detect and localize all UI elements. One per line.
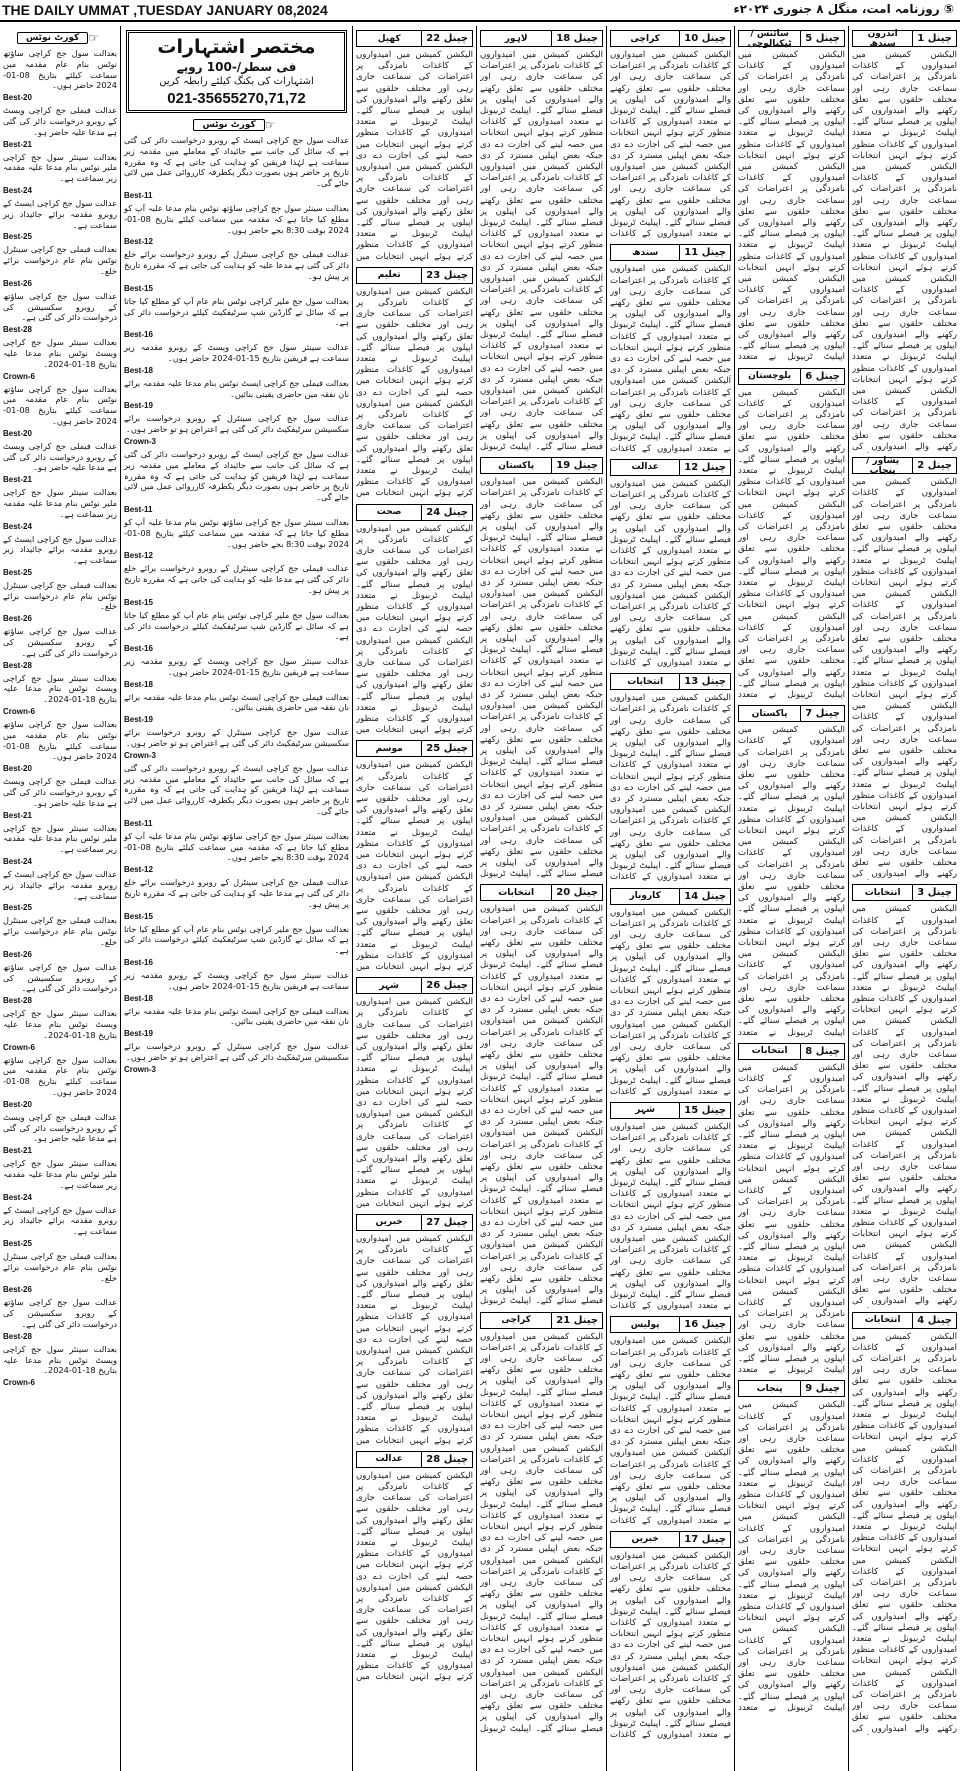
news-paragraph: الیکشن کمیشن میں امیدواروں کے کاغذات نامزدگی پر اعتراضات کی سماعت جاری رہی اور مختلف حلقوں سے تعلق رکھنے والے امیدواروں کی اپیلوں پر فیصلے سنائے گئے۔ اپیلیٹ ٹربیونل نے متعدد امیدواروں کے کاغذات منظور کرتے ہوئے انہیں انتخابات xyxy=(852,162,957,273)
section-caption: موسم xyxy=(375,743,403,754)
section-heading-box xyxy=(610,244,731,261)
section-heading-box xyxy=(610,1316,731,1333)
notice-code: Crown-3 xyxy=(124,750,156,760)
news-paragraph: الیکشن کمیشن میں امیدواروں کے کاغذات نامزدگی پر اعتراضات کی سماعت جاری رہی اور مختلف حلقوں سے تعلق رکھنے والے امیدواروں کی اپیلوں پر فیصلے سنائے گئے۔ اپیلیٹ ٹربیونل نے متعدد امیدواروں کے کاغذات منظور کرتے ہوئے انہیں انتخابات xyxy=(852,1443,957,1555)
court-notice-text: عدالت سول جج کراچی ایسٹ کے روبرو مقدمہ برائے جائیداد زیر سماعت ہے۔ xyxy=(3,1204,117,1237)
news-paragraph: الیکشن کمیشن میں امیدواروں کے کاغذات نامزدگی پر اعتراضات کی سماعت جاری رہی اور مختلف حلقوں سے تعلق رکھنے والے امیدواروں کی اپیلوں پر فیصلے سنائے گئے۔ اپیلیٹ ٹربیونل نے متعدد امیدواروں کے کاغذات منظور کرتے ہوئے انہیں انتخابات میں حصہ لینے کی اجازت دے دی جبکہ بعض اپیلیں مسترد کر دی xyxy=(480,1331,603,1443)
news-paragraph: الیکشن کمیشن میں امیدواروں کے کاغذات نامزدگی پر اعتراضات کی سماعت جاری رہی اور مختلف حلقوں سے تعلق رکھنے والے امیدواروں کی اپیلوں پر فیصلے سنائے گئے۔ اپیلیٹ ٹربیونل نے متعدد امیدواروں کے کاغذات منظور کرتے ہوئے انہیں انتخابات xyxy=(738,1400,845,1512)
news-paragraph: الیکشن کمیشن میں امیدواروں کے کاغذات نامزدگی پر اعتراضات کی سماعت جاری رہی اور مختلف حلقوں سے تعلق رکھنے والے امیدواروں کی اپیلوں پر فیصلے سنائے گئے۔ اپیلیٹ ٹربیونل نے متعدد امیدواروں کے کاغذات منظور کرتے ہوئے انہیں انتخابات میں xyxy=(356,635,473,736)
court-notice-text: بعدالت سول جج کراچی ساؤتھ نوٹس بنام عام مقدمہ میں سماعت کیلئے بتاریخ 08-01-2024 حاضر ہوں۔ xyxy=(3,383,117,426)
news-paragraph: الیکشن کمیشن میں امیدواروں کے کاغذات نامزدگی پر اعتراضات کی سماعت جاری رہی اور مختلف حلقوں سے تعلق رکھنے والے امیدواروں کی اپیلوں پر فیصلے سنائے گئے۔ اپیلیٹ ٹربیونل نے متعدد امیدواروں کے کاغذات منظور کرتے ہوئے انہیں انتخابات xyxy=(852,904,957,1016)
news-column-3 xyxy=(606,26,734,1771)
section-heading-box xyxy=(738,1380,845,1397)
court-notice-text: عدالت سول جج کراچی ایسٹ کے روبرو درخواست دائر کی گئی ہے کہ سائل کی جانب سے جائیداد کے معاملے میں مقدمہ زیر سماعت ہے لہٰذا فریقین کو ہدایت کی جاتی ہے کہ وہ مقررہ تاریخ پر حاضر ہوں بصورت دیگر یکطرفہ کارروائی عمل میں لائی جائے گی۔ xyxy=(124,448,349,503)
notice-code: Best-26 xyxy=(3,278,32,288)
news-paragraph: الیکشن کمیشن میں امیدواروں کے کاغذات نامزدگی پر اعتراضات کی سماعت جاری رہی اور مختلف حلقوں سے تعلق رکھنے والے امیدواروں کی اپیلوں پر فیصلے سنائے گئے۔ اپیلیٹ ٹربیونل نے متعدد امیدواروں کے کاغذات منظور کرتے ہوئے انہیں انتخابات میں xyxy=(356,872,473,973)
news-paragraph: الیکشن کمیشن میں امیدواروں کے کاغذات نامزدگی پر اعتراضات کی سماعت جاری رہی اور مختلف حلقوں سے تعلق رکھنے والے امیدواروں کی اپیلوں پر فیصلے سنائے گئے۔ اپیلیٹ ٹربیونل نے متعدد امیدواروں کے کاغذات منظور کرتے ہوئے انہیں انتخابات میں حصہ لینے کی اجازت دے دی جبکہ بعض اپیلیں مسترد کر دی xyxy=(480,1555,603,1667)
notice-code: Best-11 xyxy=(124,190,153,200)
section-caption: تعلیم xyxy=(377,270,401,281)
notice-code: Best-28 xyxy=(3,996,32,1006)
notice-code: Best-24 xyxy=(3,857,32,867)
news-paragraph: الیکشن کمیشن میں امیدواروں کے کاغذات نامزدگی پر اعتراضات کی سماعت جاری رہی اور مختلف حلقوں سے تعلق رکھنے والے امیدواروں کی اپیلوں پر فیصلے سنائے گئے۔ اپیلیٹ ٹربیونل نے متعدد xyxy=(738,1286,845,1376)
news-paragraph: الیکشن کمیشن میں امیدواروں کے کاغذات نامزدگی پر اعتراضات کی سماعت جاری رہی اور مختلف حلقوں سے تعلق رکھنے والے امیدواروں کی اپیلوں پر فیصلے سنائے گئے۔ اپیلیٹ ٹربیونل نے متعدد امیدواروں کے کاغذات منظور کرتے ہوئے انہیں انتخابات میں حصہ لینے کی اجازت دے دی جبکہ بعض اپیلیں مسترد کر دی xyxy=(610,264,731,376)
court-notice-text: عدالت فیملی جج کراچی سینٹرل کے روبرو درخواست برائے خلع دائر کی گئی ہے مدعا علیہ کو ہدایت کی جاتی ہے کہ مقررہ تاریخ پر پیش ہو۔ xyxy=(124,249,349,281)
news-paragraph: الیکشن کمیشن میں امیدواروں کے کاغذات نامزدگی پر اعتراضات کی سماعت جاری رہی اور مختلف حلقوں سے تعلق رکھنے والے امیدواروں کی اپیلوں پر فیصلے سنائے گئے۔ اپیلیٹ ٹربیونل نے متعدد xyxy=(738,949,845,1038)
news-paragraph: الیکشن کمیشن میں امیدواروں کے کاغذات نامزدگی پر اعتراضات کی سماعت جاری رہی اور مختلف حلقوں سے تعلق رکھنے والے امیدواروں کی اپیلوں پر فیصلے سنائے گئے۔ اپیلیٹ ٹربیونل نے متعدد امیدواروں کے کاغذات منظور کرتے ہوئے انہیں انتخابات میں حصہ لینے کی اجازت دے دی جبکہ بعض اپیلیں مسترد کر دی xyxy=(480,274,603,385)
section-heading-box xyxy=(852,1312,957,1329)
section-heading-box xyxy=(480,1312,603,1329)
section-heading-box xyxy=(738,368,845,385)
court-notice-text: عدالت سول جج کراچی ایسٹ کے روبرو درخواست دائر کی گئی ہے کہ سائل کی جانب سے جائیداد کے معاملے میں مقدمہ زیر سماعت ہے لہٰذا فریقین کو ہدایت کی جاتی ہے کہ وہ مقررہ تاریخ پر حاضر ہوں بصورت دیگر یکطرفہ کارروائی عمل میں لائی جائے گی۔ xyxy=(124,762,349,817)
court-notice-text: بعدالت سینئر سول جج کراچی ملیر نوٹس بنام مدعا علیہ مقدمہ زیر سماعت ہے۔ xyxy=(3,487,117,519)
masthead-english: THE DAILY UMMAT ,TUESDAY JANUARY 08,2024 xyxy=(2,2,328,18)
court-notice-text: بعدالت فیملی جج کراچی سینٹرل نوٹس بنام عام درخواست برائے خلع۔ xyxy=(3,244,117,276)
notice-code: Best-18 xyxy=(124,365,153,375)
news-column-5 xyxy=(352,26,476,1771)
section-number: چینل 21 xyxy=(551,1313,602,1328)
news-paragraph: الیکشن کمیشن میں امیدواروں کے کاغذات نامزدگی پر اعتراضات کی سماعت جاری رہی اور مختلف حلقوں سے تعلق رکھنے والے امیدواروں کی اپیلوں پر فیصلے سنائے گئے۔ اپیلیٹ ٹربیونل نے متعدد امیدواروں کے کاغذات منظور کرتے ہوئے انہیں انتخابات xyxy=(852,477,957,589)
section-caption: عدالت xyxy=(631,462,659,473)
court-notice-text: عدالت سول جج کراچی سینٹرل کے روبرو درخواست برائے سکسیشن سرٹیفکیٹ دائر کی گئی ہے اعتراض ہو تو حاضر ہوں۔ xyxy=(124,1041,349,1063)
notice-code: Best-25 xyxy=(3,903,32,913)
news-paragraph: الیکشن کمیشن میں امیدواروں کے کاغذات نامزدگی پر اعتراضات کی سماعت جاری رہی اور مختلف حلقوں سے تعلق رکھنے والے امیدواروں کی اپیلوں پر فیصلے سنائے گئے۔ اپیلیٹ ٹربیونل نے متعدد امیدواروں کے کاغذات xyxy=(610,1233,731,1312)
ad-rate: فی سطر/-100 روپے xyxy=(176,60,297,74)
notice-code: Best-28 xyxy=(3,325,32,335)
section-caption: پشاور / پنجاب xyxy=(866,455,900,476)
news-paragraph: الیکشن کمیشن میں امیدواروں کے کاغذات نامزدگی پر اعتراضات کی سماعت جاری رہی اور مختلف حلقوں سے تعلق رکھنے والے امیدواروں کی اپیلوں پر فیصلے سنائے گئے۔ اپیلیٹ ٹربیونل نے متعدد امیدواروں کے کاغذات منظور کرتے ہوئے انہیں انتخابات میں حصہ لینے کی اجازت دے دی جبکہ بعض اپیلیں مسترد کر دی xyxy=(480,1016,603,1128)
pointing-hand-icon: ☞ xyxy=(88,31,100,45)
section-number: چینل 16 xyxy=(679,1317,730,1332)
notice-code: Best-20 xyxy=(3,428,32,438)
notice-code: Best-24 xyxy=(3,185,32,195)
news-paragraph: الیکشن کمیشن میں امیدواروں کے کاغذات نامزدگی پر اعتراضات کی سماعت جاری رہی اور مختلف حلقوں سے تعلق رکھنے والے امیدواروں کی اپیلوں پر فیصلے سنائے گئے۔ اپیلیٹ ٹربیونل نے متعدد xyxy=(738,274,845,363)
notice-code: Best-25 xyxy=(3,1238,32,1248)
notice-code: Best-24 xyxy=(3,521,32,531)
section-caption: کراچی xyxy=(630,33,660,44)
notice-code: Best-24 xyxy=(3,1192,32,1202)
news-paragraph: الیکشن کمیشن میں امیدواروں کے کاغذات نامزدگی پر اعتراضات کی سماعت جاری رہی اور مختلف حلقوں سے تعلق رکھنے والے امیدواروں کی اپیلوں پر فیصلے سنائے گئے۔ اپیلیٹ ٹربیونل نے متعدد امیدواروں کے کاغذات منظور کرتے ہوئے انہیں انتخابات میں حصہ لینے کی اجازت دے دی xyxy=(356,760,473,872)
section-caption: پاکستان xyxy=(498,460,535,471)
court-notice-text: بعدالت سینئر سول جج کراچی ویسٹ نوٹس بنام مدعا علیہ بتاریخ 18-01-2024۔ xyxy=(3,337,117,369)
court-notice-text: عدالت سینئر سول جج کراچی ویسٹ کے روبرو مقدمہ زیر سماعت ہے فریقین بتاریخ 15-01-2024 حاضر ہوں۔ xyxy=(124,656,349,677)
news-paragraph: الیکشن کمیشن میں امیدواروں کے کاغذات نامزدگی پر اعتراضات کی سماعت جاری رہی اور مختلف حلقوں سے تعلق رکھنے والے امیدواروں کی اپیلوں پر فیصلے سنائے گئے۔ اپیلیٹ ٹربیونل نے متعدد امیدواروں کے کاغذات منظور کرتے ہوئے انہیں انتخابات میں حصہ لینے کی اجازت دے دی xyxy=(356,286,473,398)
section-heading-box xyxy=(480,457,603,474)
court-notice-text: عدالت سول جج کراچی ایسٹ کے روبرو مقدمہ برائے جائیداد زیر سماعت ہے۔ xyxy=(3,197,117,230)
news-paragraph: الیکشن کمیشن میں امیدواروں کے کاغذات نامزدگی پر اعتراضات کی سماعت جاری رہی اور مختلف حلقوں سے تعلق رکھنے والے امیدواروں کی اپیلوں پر فیصلے سنائے گئے۔ اپیلیٹ ٹربیونل نے متعدد امیدواروں کے کاغذات xyxy=(610,162,731,240)
section-caption: کھیل xyxy=(377,33,401,44)
news-paragraph: الیکشن کمیشن میں امیدواروں کے کاغذات نامزدگی پر اعتراضات کی سماعت جاری رہی اور مختلف حلقوں سے تعلق رکھنے والے امیدواروں کی اپیلوں پر فیصلے سنائے گئے۔ اپیلیٹ ٹربیونل نے متعدد امیدواروں کے کاغذات منظور کرتے ہوئے انہیں انتخابات xyxy=(852,701,957,813)
notice-code: Best-20 xyxy=(3,93,32,103)
page-header xyxy=(0,0,960,22)
notice-code: Best-20 xyxy=(3,764,32,774)
section-caption: عدالت xyxy=(375,1454,403,1465)
notice-code: Best-21 xyxy=(3,1146,32,1156)
news-paragraph: الیکشن کمیشن میں امیدواروں کے کاغذات نامزدگی پر اعتراضات کی سماعت جاری رہی اور مختلف حلقوں سے تعلق رکھنے والے امیدواروں کی اپیلوں پر فیصلے سنائے گئے۔ اپیلیٹ ٹربیونل نے متعدد امیدواروں کے کاغذات منظور کرتے ہوئے انہیں انتخابات میں حصہ لینے کی اجازت دے دی جبکہ بعض اپیلیں مسترد کر دی xyxy=(610,478,731,590)
section-caption: انتخابات xyxy=(498,887,535,898)
section-caption: شہر xyxy=(379,980,400,991)
news-paragraph: الیکشن کمیشن میں امیدواروں کے کاغذات نامزدگی پر اعتراضات کی سماعت جاری رہی اور مختلف حلقوں سے تعلق رکھنے والے امیدواروں کی اپیلوں پر فیصلے سنائے گئے۔ اپیلیٹ ٹربیونل نے متعدد امیدواروں کے کاغذات منظور کرتے ہوئے انہیں انتخابات میں حصہ لینے کی اجازت دے دی xyxy=(356,50,473,161)
ad-title: مختصر اشتہارات xyxy=(157,36,316,58)
court-notice-text: بعدالت سول جج ملیر کراچی نوٹس بنام عام آپ کو مطلع کیا جاتا ہے کہ سائل نے گارڈین شپ سرٹیفکیٹ کیلئے درخواست دائر کی ہے۔ xyxy=(124,295,349,328)
news-paragraph: الیکشن کمیشن میں امیدواروں کے کاغذات نامزدگی پر اعتراضات کی سماعت جاری رہی اور مختلف حلقوں سے تعلق رکھنے والے امیدواروں کی اپیلوں پر فیصلے سنائے گئے۔ اپیلیٹ ٹربیونل نے متعدد امیدواروں کے کاغذات xyxy=(610,1662,731,1740)
news-paragraph: الیکشن کمیشن میں امیدواروں کے کاغذات نامزدگی پر اعتراضات کی سماعت جاری رہی اور مختلف حلقوں سے تعلق رکھنے والے امیدواروں کی اپیلوں پر فیصلے سنائے گئے۔ اپیلیٹ ٹربیونل نے متعدد امیدواروں کے کاغذات منظور کرتے ہوئے انہیں انتخابات میں حصہ لینے کی اجازت دے دی جبکہ بعض اپیلیں مسترد کر دی xyxy=(480,904,603,1016)
court-notice-text: عدالت فیملی جج کراچی ویسٹ کے روبرو درخواست دائر کی گئی ہے مدعا علیہ حاضر ہو۔ xyxy=(3,105,117,137)
court-notice-text: بعدالت سینئر سول جج کراچی ملیر نوٹس بنام مدعا علیہ مقدمہ زیر سماعت ہے۔ xyxy=(3,1158,117,1190)
notice-code: Best-12 xyxy=(124,551,153,561)
section-heading-box xyxy=(610,1531,731,1548)
court-notice-text: عدالت فیملی جج کراچی ویسٹ کے روبرو درخواست دائر کی گئی ہے مدعا علیہ حاضر ہو۔ xyxy=(3,776,117,808)
section-caption: شہر xyxy=(635,1105,656,1116)
section-heading-box xyxy=(852,884,957,901)
section-number: چینل 4 xyxy=(912,1313,956,1328)
section-caption: بلوچستان xyxy=(748,371,792,382)
section-number: چینل 18 xyxy=(551,31,602,46)
section-caption: انتخابات xyxy=(751,1046,788,1057)
section-heading-box xyxy=(356,977,473,994)
court-notice-text: بعدالت سول جج ملیر کراچی نوٹس بنام عام آپ کو مطلع کیا جاتا ہے کہ سائل نے گارڈین شپ سرٹیفکیٹ کیلئے درخواست دائر کی ہے۔ xyxy=(124,923,349,956)
section-number: چینل 22 xyxy=(421,31,472,46)
news-paragraph: الیکشن کمیشن میں امیدواروں کے کاغذات نامزدگی پر اعتراضات کی سماعت جاری رہی اور مختلف حلقوں سے تعلق رکھنے والے امیدواروں کی اپیلوں پر فیصلے سنائے گئے۔ اپیلیٹ ٹربیونل xyxy=(480,1667,603,1734)
court-notice-text: بعدالت فیملی جج کراچی سینٹرل نوٹس بنام عام درخواست برائے خلع۔ xyxy=(3,915,117,948)
classified-ad-box xyxy=(126,30,347,113)
court-notice-text: عدالت فیملی جج کراچی ویسٹ کے روبرو درخواست دائر کی گئی ہے مدعا علیہ حاضر ہو۔ xyxy=(3,1111,117,1144)
news-paragraph: الیکشن کمیشن میں امیدواروں کے کاغذات نامزدگی پر اعتراضات کی سماعت جاری رہی اور مختلف حلقوں سے تعلق رکھنے والے امیدواروں کی اپیلوں پر فیصلے سنائے گئے۔ اپیلیٹ ٹربیونل نے متعدد امیدواروں کے کاغذات منظور کرتے ہوئے انہیں انتخابات xyxy=(738,837,845,949)
notice-code: Best-12 xyxy=(124,865,153,875)
notice-code: Best-26 xyxy=(3,1285,32,1295)
section-number: چینل 9 xyxy=(800,1381,844,1396)
news-paragraph: الیکشن کمیشن میں امیدواروں کے کاغذات نامزدگی پر اعتراضات کی سماعت جاری رہی اور مختلف حلقوں سے تعلق رکھنے والے امیدواروں کی اپیلوں پر فیصلے سنائے گئے۔ اپیلیٹ ٹربیونل نے متعدد امیدواروں کے کاغذات xyxy=(610,805,731,883)
section-heading-box xyxy=(738,705,845,722)
news-paragraph: الیکشن کمیشن میں امیدواروں کے کاغذات نامزدگی پر اعتراضات کی سماعت جاری رہی اور مختلف حلقوں سے تعلق رکھنے والے امیدواروں کی اپیلوں پر فیصلے سنائے گئے۔ اپیلیٹ ٹربیونل نے متعدد امیدواروں کے کاغذات منظور کرتے ہوئے انہیں انتخابات xyxy=(738,1174,845,1286)
news-column-1 xyxy=(848,26,960,1771)
section-caption: اندرون سندھ xyxy=(867,28,898,49)
section-number: چینل 12 xyxy=(679,460,730,475)
section-number: چینل 17 xyxy=(679,1532,730,1547)
news-paragraph: الیکشن کمیشن میں امیدواروں کے کاغذات نامزدگی پر اعتراضات کی سماعت جاری رہی اور مختلف حلقوں سے تعلق رکھنے والے امیدواروں کی اپیلوں پر فیصلے سنائے گئے۔ اپیلیٹ ٹربیونل نے متعدد xyxy=(738,1624,845,1713)
notice-code: Best-12 xyxy=(124,237,153,247)
notice-code: Best-11 xyxy=(124,818,153,828)
court-notice-text: عدالت سول جج کراچی سینٹرل کے روبرو درخواست برائے سکسیشن سرٹیفکیٹ دائر کی گئی ہے اعتراض ہو تو حاضر ہوں۔ xyxy=(124,413,349,435)
court-notice-text: عدالت سول جج کراچی ساؤتھ کے روبرو سکسیشن کی درخواست دائر کی گئی ہے۔ xyxy=(3,290,117,323)
notice-code: Best-26 xyxy=(3,949,32,959)
news-paragraph: الیکشن کمیشن میں امیدواروں کے کاغذات نامزدگی پر اعتراضات کی سماعت جاری رہی اور مختلف حلقوں سے تعلق رکھنے والے امیدواروں کی اپیلوں پر فیصلے سنائے گئے۔ اپیلیٹ ٹربیونل نے متعدد امیدواروں کے کاغذات منظور کرتے ہوئے انہیں انتخابات میں حصہ لینے کی اجازت دے دی جبکہ بعض اپیلیں مسترد کر دی xyxy=(610,693,731,804)
court-notice-heading xyxy=(3,30,117,46)
section-caption: انتخابات xyxy=(864,887,901,898)
notice-code: Best-15 xyxy=(124,911,153,921)
notice-code: Best-21 xyxy=(3,475,32,485)
notice-code: Best-28 xyxy=(3,660,32,670)
section-number: چینل 19 xyxy=(551,458,602,473)
court-notice-text: بعدالت فیملی جج کراچی سینٹرل نوٹس بنام عام درخواست برائے خلع۔ xyxy=(3,579,117,612)
court-notice-heading xyxy=(124,117,349,133)
section-number: چینل 5 xyxy=(800,31,844,46)
news-paragraph: الیکشن کمیشن میں امیدواروں کے کاغذات نامزدگی پر اعتراضات کی سماعت جاری رہی اور مختلف حلقوں سے تعلق رکھنے والے امیدواروں کی اپیلوں پر فیصلے سنائے گئے۔ اپیلیٹ ٹربیونل نے متعدد امیدواروں کے کاغذات منظور کرتے ہوئے انہیں انتخابات میں xyxy=(356,162,473,262)
court-notice-text: بعدالت سینئر سول جج کراچی ویسٹ نوٹس بنام مدعا علیہ بتاریخ 18-01-2024۔ xyxy=(3,1008,117,1040)
news-paragraph: الیکشن کمیشن میں امیدواروں کے کاغذات نامزدگی پر اعتراضات کی سماعت جاری رہی اور مختلف حلقوں سے تعلق رکھنے والے امیدواروں کی اپیلوں پر فیصلے سنائے گئے۔ اپیلیٹ ٹربیونل نے متعدد امیدواروں کے کاغذات منظور کرتے ہوئے انہیں انتخابات میں حصہ لینے کی اجازت دے دی جبکہ بعض اپیلیں مسترد کر دی xyxy=(480,1128,603,1240)
classified-ads-column xyxy=(120,26,352,1771)
news-paragraph: الیکشن کمیشن میں امیدواروں کے کاغذات نامزدگی پر اعتراضات کی سماعت جاری رہی اور مختلف حلقوں سے تعلق رکھنے والے امیدواروں کی xyxy=(852,813,957,880)
section-number: چینل 23 xyxy=(421,268,472,283)
news-paragraph: الیکشن کمیشن میں امیدواروں کے کاغذات نامزدگی پر اعتراضات کی سماعت جاری رہی اور مختلف حلقوں سے تعلق رکھنے والے امیدواروں کی اپیلوں پر فیصلے سنائے گئے۔ اپیلیٹ ٹربیونل نے متعدد امیدواروں کے کاغذات منظور کرتے ہوئے انہیں انتخابات xyxy=(852,50,957,161)
news-paragraph: الیکشن کمیشن میں امیدواروں کے کاغذات نامزدگی پر اعتراضات کی سماعت جاری رہی اور مختلف حلقوں سے تعلق رکھنے والے امیدواروں کی اپیلوں پر فیصلے سنائے گئے۔ اپیلیٹ ٹربیونل نے متعدد امیدواروں کے کاغذات xyxy=(610,376,731,454)
court-notice-text: عدالت سول جج کراچی ایسٹ کے روبرو مقدمہ برائے جائیداد زیر سماعت ہے۔ xyxy=(3,533,117,566)
news-paragraph: الیکشن کمیشن میں امیدواروں کے کاغذات نامزدگی پر اعتراضات کی سماعت جاری رہی اور مختلف حلقوں سے تعلق رکھنے والے امیدواروں کی اپیلوں پر فیصلے سنائے گئے۔ اپیلیٹ ٹربیونل نے متعدد امیدواروں کے کاغذات منظور کرتے ہوئے انہیں انتخابات xyxy=(738,1062,845,1174)
notice-code: Best-25 xyxy=(3,232,32,242)
news-paragraph: الیکشن کمیشن میں امیدواروں کے کاغذات نامزدگی پر اعتراضات کی سماعت جاری رہی اور مختلف حلقوں سے تعلق رکھنے والے امیدواروں کی اپیلوں پر فیصلے سنائے گئے۔ اپیلیٹ ٹربیونل نے متعدد امیدواروں کے کاغذات منظور کرتے ہوئے انہیں انتخابات میں حصہ لینے کی اجازت دے دی جبکہ بعض اپیلیں مسترد کر دی xyxy=(480,589,603,701)
section-heading-box xyxy=(356,267,473,284)
news-paragraph: الیکشن کمیشن میں امیدواروں کے کاغذات نامزدگی پر اعتراضات کی سماعت جاری رہی اور مختلف حلقوں سے تعلق رکھنے والے امیدواروں کی اپیلوں پر فیصلے سنائے گئے۔ اپیلیٹ ٹربیونل نے متعدد امیدواروں کے کاغذات منظور کرتے ہوئے انہیں انتخابات xyxy=(852,1555,957,1667)
news-paragraph: الیکشن کمیشن میں امیدواروں کے کاغذات نامزدگی پر اعتراضات کی سماعت جاری رہی اور مختلف حلقوں سے تعلق رکھنے والے امیدواروں کی اپیلوں پر فیصلے سنائے گئے۔ اپیلیٹ ٹربیونل نے متعدد امیدواروں کے کاغذات xyxy=(610,1019,731,1097)
notice-code: Best-20 xyxy=(3,1099,32,1109)
notice-code: Crown-6 xyxy=(3,707,35,717)
news-paragraph: الیکشن کمیشن میں امیدواروں کے کاغذات نامزدگی پر اعتراضات کی سماعت جاری رہی اور مختلف حلقوں سے تعلق رکھنے والے امیدواروں کی اپیلوں پر فیصلے سنائے گئے۔ اپیلیٹ ٹربیونل نے متعدد امیدواروں کے کاغذات منظور کرتے ہوئے انہیں انتخابات میں حصہ لینے کی اجازت دے دی جبکہ بعض اپیلیں مسترد کر دی xyxy=(480,50,603,161)
court-notice-text: عدالت سینئر سول جج کراچی ویسٹ کے روبرو مقدمہ زیر سماعت ہے فریقین بتاریخ 15-01-2024 حاضر ہوں۔ xyxy=(124,342,349,363)
notice-code: Best-28 xyxy=(3,1331,32,1341)
section-heading-box xyxy=(480,30,603,47)
section-number: چینل 2 xyxy=(912,458,956,473)
section-heading-box xyxy=(852,457,957,474)
news-paragraph: الیکشن کمیشن میں امیدواروں کے کاغذات نامزدگی پر اعتراضات کی سماعت جاری رہی اور مختلف حلقوں سے تعلق رکھنے والے امیدواروں کی اپیلوں پر فیصلے سنائے گئے۔ اپیلیٹ ٹربیونل نے متعدد امیدواروں کے کاغذات منظور کرتے ہوئے انہیں انتخابات xyxy=(852,1128,957,1240)
news-paragraph: الیکشن کمیشن میں امیدواروں کے کاغذات نامزدگی پر اعتراضات کی سماعت جاری رہی اور مختلف حلقوں سے تعلق رکھنے والے امیدواروں کی اپیلوں پر فیصلے سنائے گئے۔ اپیلیٹ ٹربیونل نے متعدد امیدواروں کے کاغذات منظور کرتے ہوئے انہیں انتخابات میں حصہ لینے کی اجازت دے دی جبکہ بعض اپیلیں مسترد کر دی xyxy=(610,1121,731,1233)
section-caption: خبریں xyxy=(631,1534,659,1545)
news-paragraph: الیکشن کمیشن میں امیدواروں کے کاغذات نامزدگی پر اعتراضات کی سماعت جاری رہی اور مختلف حلقوں سے تعلق رکھنے والے امیدواروں کی اپیلوں پر فیصلے سنائے گئے۔ اپیلیٹ ٹربیونل نے متعدد امیدواروں کے کاغذات منظور کرتے ہوئے انہیں انتخابات میں xyxy=(356,1345,473,1446)
section-heading-box xyxy=(356,504,473,521)
court-notice-text: عدالت سول جج کراچی ساؤتھ کے روبرو سکسیشن کی درخواست دائر کی گئی ہے۔ xyxy=(3,1297,117,1329)
notice-code: Best-21 xyxy=(3,810,32,820)
notice-code: Best-26 xyxy=(3,614,32,624)
notice-code: Best-16 xyxy=(124,330,153,340)
section-heading-box xyxy=(610,30,731,47)
court-notice-text: عدالت فیملی جج کراچی سینٹرل کے روبرو درخواست برائے خلع دائر کی گئی ہے مدعا علیہ کو ہدایت کی جاتی ہے کہ مقررہ تاریخ پر پیش ہو۔ xyxy=(124,563,349,595)
notice-code: Best-18 xyxy=(124,679,153,689)
section-number: چینل 10 xyxy=(679,31,730,46)
section-caption: انتخابات xyxy=(864,1315,901,1326)
section-heading-box xyxy=(738,30,845,47)
news-paragraph: الیکشن کمیشن میں امیدواروں کے کاغذات نامزدگی پر اعتراضات کی سماعت جاری رہی اور مختلف حلقوں سے تعلق رکھنے والے امیدواروں کی اپیلوں پر فیصلے سنائے گئے۔ اپیلیٹ ٹربیونل نے متعدد xyxy=(738,611,845,701)
news-paragraph: الیکشن کمیشن میں امیدواروں کے کاغذات نامزدگی پر اعتراضات کی سماعت جاری رہی اور مختلف حلقوں سے تعلق رکھنے والے امیدواروں کی اپیلوں پر فیصلے سنائے گئے۔ اپیلیٹ ٹربیونل نے متعدد امیدواروں کے کاغذات xyxy=(610,590,731,668)
section-caption: پاکستان xyxy=(751,708,788,719)
court-notice-text: بعدالت سینئر سول جج کراچی ملیر نوٹس بنام مدعا علیہ مقدمہ زیر سماعت ہے۔ xyxy=(3,822,117,855)
section-number: چینل 1 xyxy=(912,31,956,46)
court-notice-text: بعدالت سینئر سول جج کراچی ویسٹ نوٹس بنام مدعا علیہ بتاریخ 18-01-2024۔ xyxy=(3,672,117,705)
section-heading-box xyxy=(852,30,957,47)
pointing-hand-icon: ☞ xyxy=(264,118,276,132)
section-number: چینل 3 xyxy=(912,885,956,900)
news-paragraph: الیکشن کمیشن میں امیدواروں کے کاغذات نامزدگی پر اعتراضات کی سماعت جاری رہی اور مختلف حلقوں سے تعلق رکھنے والے امیدواروں کی اپیلوں پر فیصلے سنائے گئے۔ اپیلیٹ ٹربیونل نے متعدد امیدواروں کے کاغذات منظور کرتے ہوئے انہیں انتخابات میں حصہ لینے کی اجازت دے دی xyxy=(356,997,473,1109)
court-notice-text: بعدالت سینئر سول جج کراچی ساؤتھ نوٹس بنام مدعا علیہ آپ کو مطلع کیا جاتا ہے کہ مقدمہ میں سماعت کیلئے بتاریخ 08-01-2024 بوقت 8:30 بجے حاضر ہوں۔ xyxy=(124,516,349,549)
news-paragraph: الیکشن کمیشن میں امیدواروں کے کاغذات نامزدگی پر اعتراضات کی سماعت جاری رہی اور مختلف حلقوں سے تعلق رکھنے والے امیدواروں کی اپیلوں پر فیصلے سنائے گئے۔ اپیلیٹ ٹربیونل نے متعدد امیدواروں کے کاغذات منظور کرتے ہوئے انہیں انتخابات میں xyxy=(356,1582,473,1683)
section-caption: انتخابات xyxy=(627,676,664,687)
notice-code: Best-21 xyxy=(3,139,32,149)
notice-code: Best-19 xyxy=(124,715,153,725)
section-number: چینل 25 xyxy=(421,741,472,756)
section-caption: لاہور xyxy=(504,33,528,44)
news-paragraph: الیکشن کمیشن میں امیدواروں کے کاغذات نامزدگی پر اعتراضات کی سماعت جاری رہی اور مختلف حلقوں سے تعلق رکھنے والے امیدواروں کی اپیلوں پر فیصلے سنائے گئے۔ اپیلیٹ ٹربیونل نے متعدد امیدواروں کے کاغذات منظور کرتے ہوئے انہیں انتخابات میں حصہ لینے کی اجازت دے دی جبکہ بعض اپیلیں مسترد کر دی xyxy=(480,477,603,589)
court-notice-text: عدالت سول جج کراچی سینٹرل کے روبرو درخواست برائے سکسیشن سرٹیفکیٹ دائر کی گئی ہے اعتراض ہو تو حاضر ہوں۔ xyxy=(124,727,349,749)
news-paragraph: الیکشن کمیشن میں امیدواروں کے کاغذات نامزدگی پر اعتراضات کی سماعت جاری رہی اور مختلف حلقوں سے تعلق رکھنے والے امیدواروں کی اپیلوں پر فیصلے سنائے گئے۔ اپیلیٹ ٹربیونل نے متعدد امیدواروں کے کاغذات منظور کرتے ہوئے انہیں انتخابات xyxy=(738,162,845,273)
notice-code: Best-16 xyxy=(124,958,153,968)
notice-code: Best-19 xyxy=(124,1029,153,1039)
section-number: چینل 8 xyxy=(800,1044,844,1059)
section-caption: سائنس / ٹیکنالوجی xyxy=(747,28,792,49)
section-number: چینل 20 xyxy=(551,885,602,900)
ad-note: اشتہارات کی بکنگ کیلئے رابطہ کریں xyxy=(159,76,314,87)
court-notice-text: بعدالت فیملی جج کراچی ایسٹ نوٹس بنام مدعا علیہ مقدمہ برائے نان نفقہ میں حاضری یقینی بنائیں۔ xyxy=(124,691,349,713)
news-column-2 xyxy=(734,26,848,1771)
news-paragraph: الیکشن کمیشن میں امیدواروں کے کاغذات نامزدگی پر اعتراضات کی سماعت جاری رہی اور مختلف حلقوں سے تعلق رکھنے والے امیدواروں کی اپیلوں پر فیصلے سنائے گئے۔ اپیلیٹ ٹربیونل نے متعدد امیدواروں کے کاغذات منظور کرتے ہوئے انہیں انتخابات xyxy=(852,1016,957,1128)
notice-code: Crown-6 xyxy=(3,1378,35,1388)
news-paragraph: الیکشن کمیشن میں امیدواروں کے کاغذات نامزدگی پر اعتراضات کی سماعت جاری رہی اور مختلف حلقوں سے تعلق رکھنے والے امیدواروں کی اپیلوں پر فیصلے سنائے گئے۔ اپیلیٹ ٹربیونل نے متعدد امیدواروں کے کاغذات منظور کرتے ہوئے انہیں انتخابات میں حصہ لینے کی اجازت دے دی جبکہ بعض اپیلیں مسترد کر دی xyxy=(610,907,731,1019)
section-number: چینل 14 xyxy=(679,889,730,904)
news-paragraph: الیکشن کمیشن میں امیدواروں کے کاغذات نامزدگی پر اعتراضات کی سماعت جاری رہی اور مختلف حلقوں سے تعلق رکھنے والے امیدواروں کی اپیلوں پر فیصلے سنائے گئے۔ اپیلیٹ ٹربیونل نے متعدد امیدواروں کے کاغذات منظور کرتے ہوئے انہیں انتخابات xyxy=(738,387,845,499)
section-number: چینل 6 xyxy=(800,369,844,384)
news-paragraph: الیکشن کمیشن میں امیدواروں کے کاغذات نامزدگی پر اعتراضات کی سماعت جاری رہی اور مختلف حلقوں سے تعلق رکھنے والے امیدواروں کی اپیلوں پر فیصلے سنائے گئے۔ اپیلیٹ ٹربیونل نے متعدد امیدواروں کے کاغذات منظور کرتے ہوئے انہیں انتخابات میں حصہ لینے کی اجازت دے دی جبکہ بعض اپیلیں مسترد کر دی xyxy=(480,162,603,273)
section-caption: کاروبار xyxy=(629,891,661,902)
section-number: چینل 24 xyxy=(421,505,472,520)
news-paragraph: الیکشن کمیشن میں امیدواروں کے کاغذات نامزدگی پر اعتراضات کی سماعت جاری رہی اور مختلف حلقوں سے تعلق رکھنے والے امیدواروں کی اپیلوں پر فیصلے سنائے گئے۔ اپیلیٹ ٹربیونل xyxy=(480,813,603,880)
news-column-4 xyxy=(476,26,606,1771)
news-paragraph: الیکشن کمیشن میں امیدواروں کے کاغذات نامزدگی پر اعتراضات کی سماعت جاری رہی اور مختلف حلقوں سے تعلق رکھنے والے امیدواروں کی اپیلوں پر فیصلے سنائے گئے۔ اپیلیٹ ٹربیونل نے متعدد امیدواروں کے کاغذات منظور کرتے ہوئے انہیں انتخابات میں حصہ لینے کی اجازت دے دی xyxy=(356,1470,473,1582)
news-paragraph: الیکشن کمیشن میں امیدواروں کے کاغذات نامزدگی پر اعتراضات کی سماعت جاری رہی اور مختلف حلقوں سے تعلق رکھنے والے امیدواروں کی اپیلوں پر فیصلے سنائے گئے۔ اپیلیٹ ٹربیونل نے متعدد امیدواروں کے کاغذات منظور کرتے ہوئے انہیں انتخابات میں حصہ لینے کی اجازت دے دی جبکہ بعض اپیلیں مسترد کر دی xyxy=(610,1336,731,1448)
section-caption: سندھ xyxy=(632,247,659,258)
news-paragraph: الیکشن کمیشن میں امیدواروں کے کاغذات نامزدگی پر اعتراضات کی سماعت جاری رہی اور مختلف حلقوں سے تعلق رکھنے والے امیدواروں کی xyxy=(852,1240,957,1307)
section-number: چینل 26 xyxy=(421,978,472,993)
news-paragraph: الیکشن کمیشن میں امیدواروں کے کاغذات نامزدگی پر اعتراضات کی سماعت جاری رہی اور مختلف حلقوں سے تعلق رکھنے والے امیدواروں کی اپیلوں پر فیصلے سنائے گئے۔ اپیلیٹ ٹربیونل نے متعدد امیدواروں کے کاغذات منظور کرتے ہوئے انہیں انتخابات xyxy=(852,1331,957,1443)
notice-code: Crown-6 xyxy=(3,1042,35,1052)
news-paragraph: الیکشن کمیشن میں امیدواروں کے کاغذات نامزدگی پر اعتراضات کی سماعت جاری رہی اور مختلف حلقوں سے تعلق رکھنے والے امیدواروں کی اپیلوں پر فیصلے سنائے گئے۔ اپیلیٹ ٹربیونل نے متعدد امیدواروں کے کاغذات منظور کرتے ہوئے انہیں انتخابات میں xyxy=(356,398,473,499)
masthead-urdu: ⑤ روزنامہ امت، منگل ۸ جنوری ۲۰۲۴ء xyxy=(733,2,954,16)
news-paragraph: الیکشن کمیشن میں امیدواروں کے کاغذات نامزدگی پر اعتراضات کی سماعت جاری رہی اور مختلف حلقوں سے تعلق رکھنے والے امیدواروں کی اپیلوں پر فیصلے سنائے گئے۔ اپیلیٹ ٹربیونل نے متعدد امیدواروں کے کاغذات منظور کرتے ہوئے انہیں انتخابات میں حصہ لینے کی اجازت دے دی جبکہ بعض اپیلیں مسترد کر دی xyxy=(480,1443,603,1555)
court-notice-text: بعدالت سول جج کراچی ساؤتھ نوٹس بنام عام مقدمہ میں سماعت کیلئے بتاریخ 08-01-2024 حاضر ہوں۔ xyxy=(3,48,117,91)
news-paragraph: الیکشن کمیشن میں امیدواروں کے کاغذات نامزدگی پر اعتراضات کی سماعت جاری رہی اور مختلف حلقوں سے تعلق رکھنے والے امیدواروں کی اپیلوں پر فیصلے سنائے گئے۔ اپیلیٹ ٹربیونل نے متعدد امیدواروں کے کاغذات منظور کرتے ہوئے انہیں انتخابات xyxy=(738,50,845,161)
section-heading-box xyxy=(610,1102,731,1119)
news-paragraph: الیکشن کمیشن میں امیدواروں کے کاغذات نامزدگی پر اعتراضات کی سماعت جاری رہی اور مختلف حلقوں سے تعلق رکھنے والے امیدواروں کی xyxy=(852,386,957,453)
ad-phone: 021-35655270,71,72 xyxy=(167,90,306,107)
section-caption: صحت xyxy=(376,507,402,518)
court-notice-text: بعدالت سینئر سول جج کراچی ساؤتھ نوٹس بنام مدعا علیہ آپ کو مطلع کیا جاتا ہے کہ مقدمہ میں سماعت کیلئے بتاریخ 08-01-2024 بوقت 8:30 بجے حاضر ہوں۔ xyxy=(124,830,349,863)
court-notice-text: بعدالت فیملی جج کراچی ایسٹ نوٹس بنام مدعا علیہ مقدمہ برائے نان نفقہ میں حاضری یقینی بنائیں۔ xyxy=(124,377,349,399)
section-caption: کراچی xyxy=(501,1315,531,1326)
section-heading-box xyxy=(610,459,731,476)
notice-code: Best-11 xyxy=(124,504,153,514)
section-number: چینل 13 xyxy=(679,674,730,689)
news-paragraph: الیکشن کمیشن میں امیدواروں کے کاغذات نامزدگی پر اعتراضات کی سماعت جاری رہی اور مختلف حلقوں سے تعلق رکھنے والے امیدواروں کی xyxy=(852,1667,957,1734)
section-number: چینل 27 xyxy=(421,1215,472,1230)
court-notice-text: بعدالت سینئر سول جج کراچی ویسٹ نوٹس بنام مدعا علیہ بتاریخ 18-01-2024۔ xyxy=(3,1343,117,1376)
section-heading-box xyxy=(356,1214,473,1231)
court-notice-text: بعدالت سینئر سول جج کراچی ساؤتھ نوٹس بنام مدعا علیہ آپ کو مطلع کیا جاتا ہے کہ مقدمہ میں سماعت کیلئے بتاریخ 08-01-2024 بوقت 8:30 بجے حاضر ہوں۔ xyxy=(124,202,349,235)
news-paragraph: الیکشن کمیشن میں امیدواروں کے کاغذات نامزدگی پر اعتراضات کی سماعت جاری رہی اور مختلف حلقوں سے تعلق رکھنے والے امیدواروں کی اپیلوں پر فیصلے سنائے گئے۔ اپیلیٹ ٹربیونل xyxy=(480,1240,603,1307)
section-caption: پنجاب xyxy=(756,1383,783,1394)
notice-code: Best-25 xyxy=(3,567,32,577)
court-notice-text: بعدالت سول جج ملیر کراچی نوٹس بنام عام آپ کو مطلع کیا جاتا ہے کہ سائل نے گارڈین شپ سرٹیفکیٹ کیلئے درخواست دائر کی ہے۔ xyxy=(124,609,349,642)
section-heading-box xyxy=(610,888,731,905)
notice-code: Best-16 xyxy=(124,644,153,654)
court-notice-text: بعدالت فیملی جج کراچی سینٹرل نوٹس بنام عام درخواست برائے خلع۔ xyxy=(3,1250,117,1283)
court-notice-text: عدالت سینئر سول جج کراچی ویسٹ کے روبرو مقدمہ زیر سماعت ہے فریقین بتاریخ 15-01-2024 حاضر ہوں۔ xyxy=(124,970,349,991)
court-notice-text: عدالت فیملی جج کراچی سینٹرل کے روبرو درخواست برائے خلع دائر کی گئی ہے مدعا علیہ کو ہدایت کی جاتی ہے کہ مقررہ تاریخ پر پیش ہو۔ xyxy=(124,877,349,909)
section-caption: خبریں xyxy=(375,1217,403,1228)
court-notice-text: عدالت سول جج کراچی ساؤتھ کے روبرو سکسیشن کی درخواست دائر کی گئی ہے۔ xyxy=(3,626,117,658)
notice-code: Best-15 xyxy=(124,597,153,607)
section-number: چینل 11 xyxy=(679,245,730,260)
section-heading-box xyxy=(738,1043,845,1060)
section-number: چینل 7 xyxy=(800,706,844,721)
section-caption: پولیس xyxy=(630,1319,660,1330)
court-notice-text: بعدالت سول جج کراچی ساؤتھ نوٹس بنام عام مقدمہ میں سماعت کیلئے بتاریخ 08-01-2024 حاضر ہوں۔ xyxy=(3,719,117,762)
news-paragraph: الیکشن کمیشن میں امیدواروں کے کاغذات نامزدگی پر اعتراضات کی سماعت جاری رہی اور مختلف حلقوں سے تعلق رکھنے والے امیدواروں کی اپیلوں پر فیصلے سنائے گئے۔ اپیلیٹ ٹربیونل نے متعدد امیدواروں کے کاغذات منظور کرتے ہوئے انہیں انتخابات میں حصہ لینے کی اجازت دے دی جبکہ بعض اپیلیں مسترد کر دی xyxy=(480,701,603,813)
news-paragraph: الیکشن کمیشن میں امیدواروں کے کاغذات نامزدگی پر اعتراضات کی سماعت جاری رہی اور مختلف حلقوں سے تعلق رکھنے والے امیدواروں کی اپیلوں پر فیصلے سنائے گئے۔ اپیلیٹ ٹربیونل نے متعدد امیدواروں کے کاغذات منظور کرتے ہوئے انہیں انتخابات xyxy=(852,274,957,385)
court-notice-text: عدالت سول جج کراچی ایسٹ کے روبرو مقدمہ برائے جائیداد زیر سماعت ہے۔ xyxy=(3,869,117,901)
court-notice-label: کورٹ نوٹس xyxy=(17,32,88,44)
section-heading-box xyxy=(356,30,473,47)
section-heading-box xyxy=(356,740,473,757)
court-notice-text: عدالت سول جج کراچی ایسٹ کے روبرو درخواست دائر کی گئی ہے کہ سائل کی جانب سے جائیداد کے معاملے میں مقدمہ زیر سماعت ہے لہٰذا فریقین کو ہدایت کی جاتی ہے کہ وہ مقررہ تاریخ پر حاضر ہوں بصورت دیگر یکطرفہ کارروائی عمل میں لائی جائے گی۔ xyxy=(124,135,349,189)
section-number: چینل 28 xyxy=(421,1452,472,1467)
news-paragraph: الیکشن کمیشن میں امیدواروں کے کاغذات نامزدگی پر اعتراضات کی سماعت جاری رہی اور مختلف حلقوں سے تعلق رکھنے والے امیدواروں کی اپیلوں پر فیصلے سنائے گئے۔ اپیلیٹ ٹربیونل نے متعدد امیدواروں کے کاغذات منظور کرتے ہوئے انہیں انتخابات میں xyxy=(356,1109,473,1209)
court-notice-label: کورٹ نوٹس xyxy=(193,119,264,131)
news-paragraph: الیکشن کمیشن میں امیدواروں کے کاغذات نامزدگی پر اعتراضات کی سماعت جاری رہی اور مختلف حلقوں سے تعلق رکھنے والے امیدواروں کی اپیلوں پر فیصلے سنائے گئے۔ اپیلیٹ ٹربیونل نے متعدد امیدواروں کے کاغذات xyxy=(610,1448,731,1526)
news-paragraph: الیکشن کمیشن میں امیدواروں کے کاغذات نامزدگی پر اعتراضات کی سماعت جاری رہی اور مختلف حلقوں سے تعلق رکھنے والے امیدواروں کی اپیلوں پر فیصلے سنائے گئے۔ اپیلیٹ ٹربیونل نے متعدد امیدواروں کے کاغذات منظور کرتے ہوئے انہیں انتخابات xyxy=(738,499,845,611)
court-notices-column-left xyxy=(0,26,120,1771)
news-paragraph: الیکشن کمیشن میں امیدواروں کے کاغذات نامزدگی پر اعتراضات کی سماعت جاری رہی اور مختلف حلقوں سے تعلق رکھنے والے امیدواروں کی اپیلوں پر فیصلے سنائے گئے۔ اپیلیٹ ٹربیونل نے متعدد امیدواروں کے کاغذات منظور کرتے ہوئے انہیں انتخابات xyxy=(738,725,845,837)
news-paragraph: الیکشن کمیشن میں امیدواروں کے کاغذات نامزدگی پر اعتراضات کی سماعت جاری رہی اور مختلف حلقوں سے تعلق رکھنے والے امیدواروں کی اپیلوں پر فیصلے سنائے گئے۔ اپیلیٹ ٹربیونل نے متعدد امیدواروں کے کاغذات منظور کرتے ہوئے انہیں انتخابات میں حصہ لینے کی اجازت دے دی xyxy=(356,1233,473,1345)
notice-code: Best-19 xyxy=(124,401,153,411)
section-number: چینل 15 xyxy=(679,1103,730,1118)
court-notice-text: عدالت فیملی جج کراچی ویسٹ کے روبرو درخواست دائر کی گئی ہے مدعا علیہ حاضر ہو۔ xyxy=(3,440,117,473)
notice-code: Crown-6 xyxy=(3,371,35,381)
notice-code: Best-15 xyxy=(124,283,153,293)
section-heading-box xyxy=(356,1451,473,1468)
notice-code: Best-18 xyxy=(124,993,153,1003)
newspaper-page xyxy=(0,26,960,1771)
court-notice-text: بعدالت سینئر سول جج کراچی ملیر نوٹس بنام مدعا علیہ مقدمہ زیر سماعت ہے۔ xyxy=(3,151,117,184)
section-heading-box xyxy=(480,884,603,901)
section-heading-box xyxy=(610,673,731,690)
court-notice-text: بعدالت فیملی جج کراچی ایسٹ نوٹس بنام مدعا علیہ مقدمہ برائے نان نفقہ میں حاضری یقینی بنائیں۔ xyxy=(124,1005,349,1027)
notice-code: Crown-3 xyxy=(124,436,156,446)
court-notice-text: بعدالت سول جج کراچی ساؤتھ نوٹس بنام عام مقدمہ میں سماعت کیلئے بتاریخ 08-01-2024 حاضر ہوں۔ xyxy=(3,1054,117,1097)
news-paragraph: الیکشن کمیشن میں امیدواروں کے کاغذات نامزدگی پر اعتراضات کی سماعت جاری رہی اور مختلف حلقوں سے تعلق رکھنے والے امیدواروں کی اپیلوں پر فیصلے سنائے گئے۔ اپیلیٹ ٹربیونل نے متعدد امیدواروں کے کاغذات منظور کرتے ہوئے انہیں انتخابات میں حصہ لینے کی اجازت دے دی جبکہ بعض اپیلیں مسترد کر دی xyxy=(610,1550,731,1662)
news-paragraph: الیکشن کمیشن میں امیدواروں کے کاغذات نامزدگی پر اعتراضات کی سماعت جاری رہی اور مختلف حلقوں سے تعلق رکھنے والے امیدواروں کی اپیلوں پر فیصلے سنائے گئے۔ اپیلیٹ ٹربیونل نے متعدد امیدواروں کے کاغذات منظور کرتے ہوئے انہیں انتخابات xyxy=(738,1512,845,1624)
news-paragraph: الیکشن کمیشن میں امیدواروں کے کاغذات نامزدگی پر اعتراضات کی سماعت جاری رہی اور مختلف حلقوں سے تعلق رکھنے والے امیدواروں کی اپیلوں پر فیصلے سنائے گئے۔ اپیلیٹ ٹربیونل نے متعدد امیدواروں کے کاغذات منظور کرتے ہوئے انہیں انتخابات میں حصہ لینے کی اجازت دے دی جبکہ بعض اپیلیں مسترد کر دی xyxy=(610,50,731,161)
court-notice-text: عدالت سول جج کراچی ساؤتھ کے روبرو سکسیشن کی درخواست دائر کی گئی ہے۔ xyxy=(3,961,117,994)
notice-code: Crown-3 xyxy=(124,1064,156,1074)
news-paragraph: الیکشن کمیشن میں امیدواروں کے کاغذات نامزدگی پر اعتراضات کی سماعت جاری رہی اور مختلف حلقوں سے تعلق رکھنے والے امیدواروں کی اپیلوں پر فیصلے سنائے گئے۔ اپیلیٹ ٹربیونل نے متعدد امیدواروں کے کاغذات منظور کرتے ہوئے انہیں انتخابات میں حصہ لینے کی اجازت دے دی xyxy=(356,523,473,635)
news-paragraph: الیکشن کمیشن میں امیدواروں کے کاغذات نامزدگی پر اعتراضات کی سماعت جاری رہی اور مختلف حلقوں سے تعلق رکھنے والے امیدواروں کی اپیلوں پر فیصلے سنائے گئے۔ اپیلیٹ ٹربیونل نے متعدد امیدواروں کے کاغذات منظور کرتے ہوئے انہیں انتخابات xyxy=(852,589,957,701)
news-paragraph: الیکشن کمیشن میں امیدواروں کے کاغذات نامزدگی پر اعتراضات کی سماعت جاری رہی اور مختلف حلقوں سے تعلق رکھنے والے امیدواروں کی اپیلوں پر فیصلے سنائے گئے۔ اپیلیٹ ٹربیونل xyxy=(480,386,603,453)
